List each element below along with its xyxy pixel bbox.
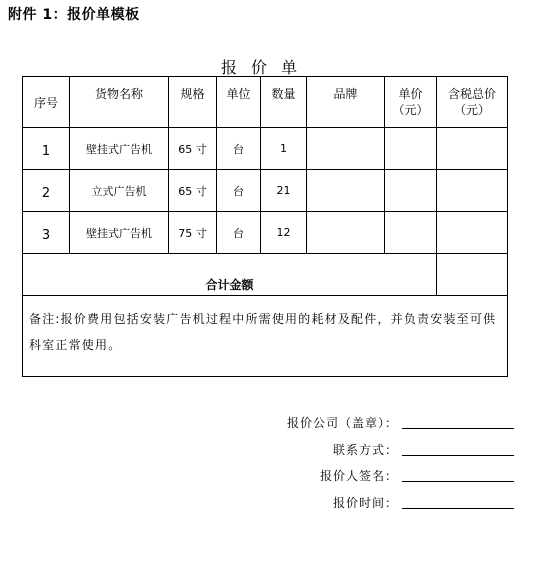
cell-no: 1: [23, 128, 70, 170]
signature-signer-row: [230, 467, 514, 485]
cell-name: 壁挂式广告机: [70, 128, 169, 170]
cell-brand[interactable]: [307, 212, 385, 254]
signature-time-line[interactable]: [402, 508, 514, 509]
header-unit-price-line1: 单价: [398, 87, 423, 101]
cell-unit: 台: [217, 128, 261, 170]
header-unit-price-line2: （元）: [392, 103, 429, 117]
signature-signer-line[interactable]: [402, 481, 514, 482]
table-row: [23, 170, 508, 212]
cell-no: 3: [23, 212, 70, 254]
attachment-title: 附件 1：报价单模板: [8, 7, 140, 23]
table-row: [23, 212, 508, 254]
header-total-price-line1: 含税总价: [447, 87, 496, 101]
cell-total-price[interactable]: [437, 128, 508, 170]
cell-qty: 12: [261, 212, 307, 254]
header-brand: 品牌: [307, 77, 385, 128]
cell-qty: 21: [261, 170, 307, 212]
remark-text: 备注:报价费用包括安装广告机过程中所需使用的耗材及配件，并负责安装至可供科室正常使用。: [29, 312, 497, 352]
cell-unit-price[interactable]: [385, 128, 437, 170]
header-unit-price: [385, 77, 437, 128]
header-qty: 数量: [261, 77, 307, 128]
signature-signer-label: 报价人签名：: [319, 469, 398, 483]
table-row: [23, 128, 508, 170]
signature-contact-row: [230, 441, 514, 459]
header-no: 序号: [23, 77, 70, 128]
header-name: 货物名称: [70, 77, 169, 128]
cell-spec: 65 寸: [169, 170, 217, 212]
remark-row: [23, 296, 508, 377]
header-total-price-line2: （元）: [453, 103, 490, 117]
signature-company-row: [230, 414, 514, 432]
header-total-price: [437, 77, 508, 128]
signature-time-row: [230, 494, 514, 512]
header-row: [23, 77, 508, 128]
cell-unit-price[interactable]: [385, 212, 437, 254]
document-title: 报价单: [220, 58, 311, 77]
header-spec: 规格: [169, 77, 217, 128]
cell-brand[interactable]: [307, 170, 385, 212]
header-unit: 单位: [217, 77, 261, 128]
cell-no: 2: [23, 170, 70, 212]
total-label: 合计金额: [205, 278, 254, 292]
remark-cell: [23, 296, 508, 377]
cell-unit: 台: [217, 212, 261, 254]
cell-brand[interactable]: [307, 128, 385, 170]
cell-name: 壁挂式广告机: [70, 212, 169, 254]
signature-company-line[interactable]: [402, 428, 514, 429]
cell-unit: 台: [217, 170, 261, 212]
cell-unit-price[interactable]: [385, 170, 437, 212]
signature-contact-line[interactable]: [402, 455, 514, 456]
cell-spec: 75 寸: [169, 212, 217, 254]
signature-contact-label: 联系方式：: [332, 443, 398, 457]
signature-time-label: 报价时间：: [332, 496, 398, 510]
total-label-cell: [23, 254, 437, 296]
cell-spec: 65 寸: [169, 128, 217, 170]
cell-total-price[interactable]: [437, 170, 508, 212]
cell-qty: 1: [261, 128, 307, 170]
total-row: [23, 254, 508, 296]
quotation-table: [22, 76, 508, 377]
total-value-cell[interactable]: [437, 254, 508, 296]
cell-total-price[interactable]: [437, 212, 508, 254]
signature-company-label: 报价公司（盖章）：: [286, 416, 398, 430]
cell-name: 立式广告机: [70, 170, 169, 212]
